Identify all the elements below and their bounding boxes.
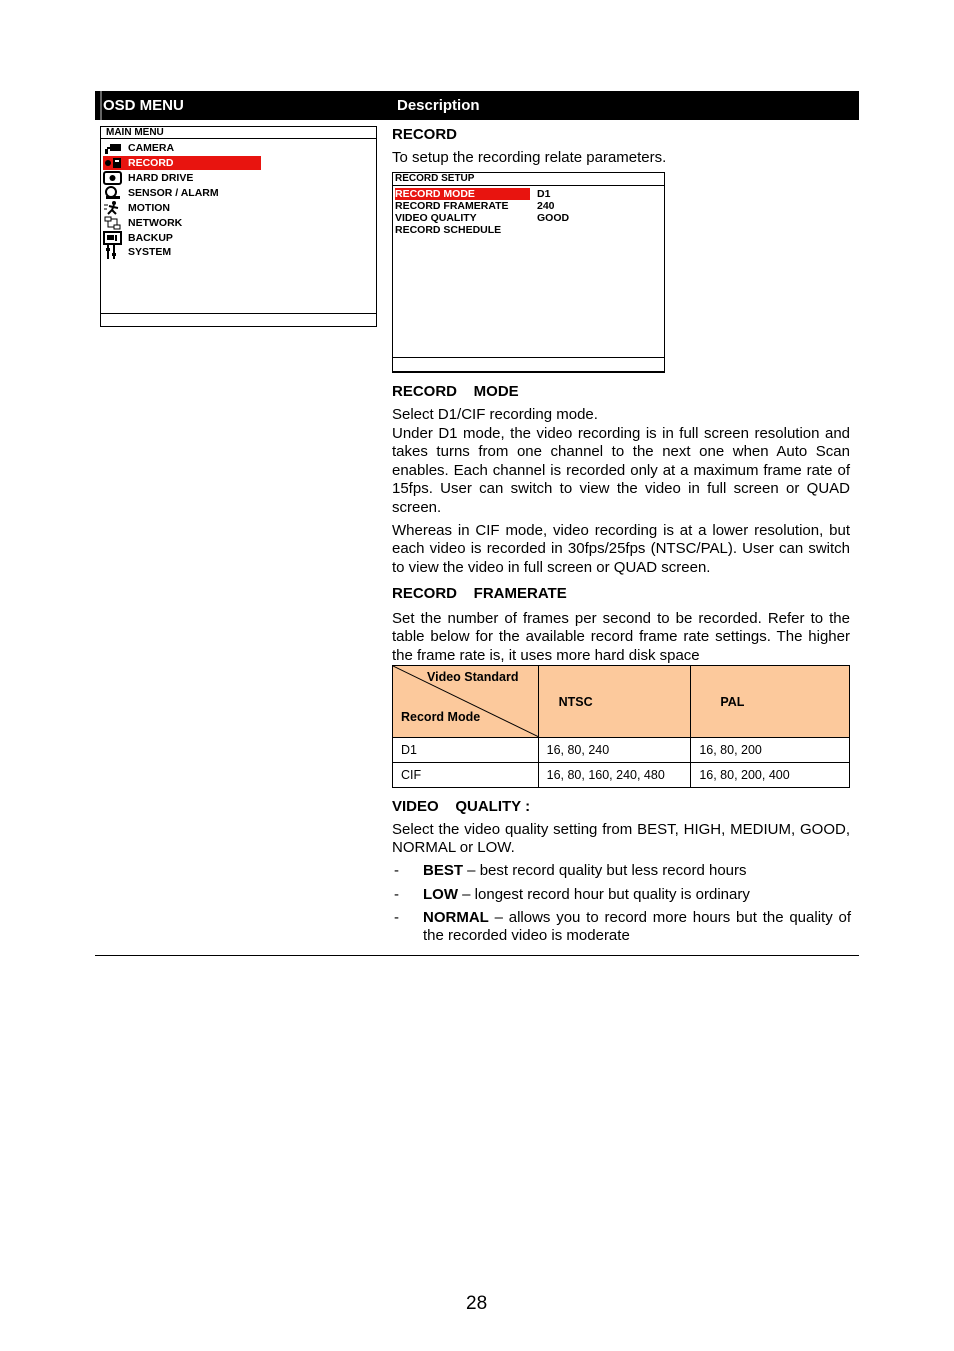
bullet-term: LOW [423,886,458,903]
corner-record-mode: Record Mode [401,710,481,724]
main-menu-screen [100,126,377,327]
record-framerate-p1: Set the number of frames per second to be recorded. Refer to the table below for the available record frame rate settings. The higher the frame rate is, it uses more hard disk space [392,610,850,664]
framerate-table-header [393,666,850,738]
setup-row-record-mode[interactable] [395,188,530,200]
hard-drive-icon [103,171,123,185]
table-cell: 16, 80, 160, 240, 480 [538,763,691,788]
record-setup-title: RECORD SETUP [395,173,475,184]
setup-row-label: RECORD SCHEDULE [395,224,502,236]
menu-item-sensor-alarm[interactable] [103,186,261,200]
network-icon [103,216,123,230]
setup-row-video-quality[interactable] [395,212,530,224]
record-setup-screen [392,172,665,373]
setup-row-label: RECORD FRAMERATE [395,200,509,212]
setup-row-value: D1 [537,188,551,200]
menu-item-label: BACKUP [128,232,173,244]
table-bottom-rule [95,955,859,956]
table-header [95,91,859,120]
menu-item-camera[interactable] [103,141,261,155]
system-icon [103,245,123,259]
bullet-text: – best record quality but less record hours [463,862,747,879]
menu-item-record[interactable] [103,156,261,170]
framerate-table [392,665,850,788]
bottom-divider [393,357,664,358]
menu-item-label: MOTION [128,202,170,214]
menu-item-network[interactable] [103,216,261,230]
record-mode-heading: RECORD MODE [392,383,519,400]
motion-icon [103,201,123,215]
menu-item-hard-drive[interactable] [103,171,261,185]
setup-row-value: 240 [537,200,555,212]
main-menu-title: MAIN MENU [106,127,164,138]
menu-item-backup[interactable] [103,231,261,245]
menu-item-label: SYSTEM [128,246,172,258]
header-divider [100,91,102,120]
bullet-term: NORMAL [423,909,489,926]
bullet-low [423,886,750,904]
table-row [393,738,850,763]
table-row [393,763,850,788]
bullet-normal [423,909,851,946]
menu-item-motion[interactable] [103,201,261,215]
setup-row-value: GOOD [537,212,570,224]
record-heading: RECORD [392,126,458,143]
setup-row-record-framerate[interactable] [395,200,530,212]
record-framerate-heading: RECORD FRAMERATE [392,585,567,602]
record-mode-p2: Under D1 mode, the video recording is in full screen resolution and takes turns from one channel to the next one when Auto Scan enables. Each channel is recorded only at a maximum frame rate of 15fps. User can switch to view the video in full screen or QUAD screen. [392,425,850,516]
setup-row-label: VIDEO QUALITY [395,212,477,224]
table-cell: 16, 80, 200 [691,738,850,763]
menu-item-label: RECORD [128,157,174,169]
record-icon [103,156,123,170]
table-cell: 16, 80, 240 [538,738,691,763]
bullet-text: – longest record hour but quality is ordinary [458,886,750,903]
bottom-divider [101,313,376,314]
table-cell: 16, 80, 200, 400 [691,763,850,788]
menu-item-label: SENSOR / ALARM [128,187,219,199]
bullet-term: BEST [423,862,464,879]
bullet-dash: - [394,886,399,903]
record-intro: To setup the recording relate parameters. [392,149,667,166]
table-cell: CIF [393,763,539,788]
record-mode-p3: Whereas in CIF mode, video recording is at a lower resolution, but each video is recorded in 30fps/25fps (NTSC/PAL). User can switch to view the video in full screen or QUAD screen. [392,522,850,576]
header-description: Description [397,97,480,114]
setup-row-label: RECORD MODE [395,188,475,200]
camera-icon [103,141,123,155]
table-cell: D1 [393,738,539,763]
menu-item-label: HARD DRIVE [128,172,194,184]
menu-item-system[interactable] [103,245,261,259]
record-mode-p1: Select D1/CIF recording mode. [392,406,598,423]
column-pal: PAL [691,666,850,738]
title-divider [393,185,664,186]
corner-cell [393,666,539,738]
setup-row-record-schedule[interactable] [395,224,530,236]
header-osd-menu: OSD MENU [103,97,184,114]
video-quality-p1: Select the video quality setting from BEST, HIGH, MEDIUM, GOOD, NORMAL or LOW. [392,821,850,857]
column-ntsc: NTSC [538,666,691,738]
page-number: 28 [466,1293,488,1314]
menu-item-label: CAMERA [128,142,175,154]
title-divider [101,138,376,139]
corner-video-standard: Video Standard [427,670,519,684]
bullet-text: – allows you to record more hours but the quality of the recorded video is moderate [423,909,851,945]
sensor-alarm-icon [103,186,123,200]
backup-icon [103,231,123,245]
video-quality-heading: VIDEO QUALITY : [392,798,531,815]
bullet-dash: - [394,862,399,879]
bullet-dash: - [394,909,399,926]
menu-item-label: NETWORK [128,217,183,229]
bullet-best [423,862,747,880]
